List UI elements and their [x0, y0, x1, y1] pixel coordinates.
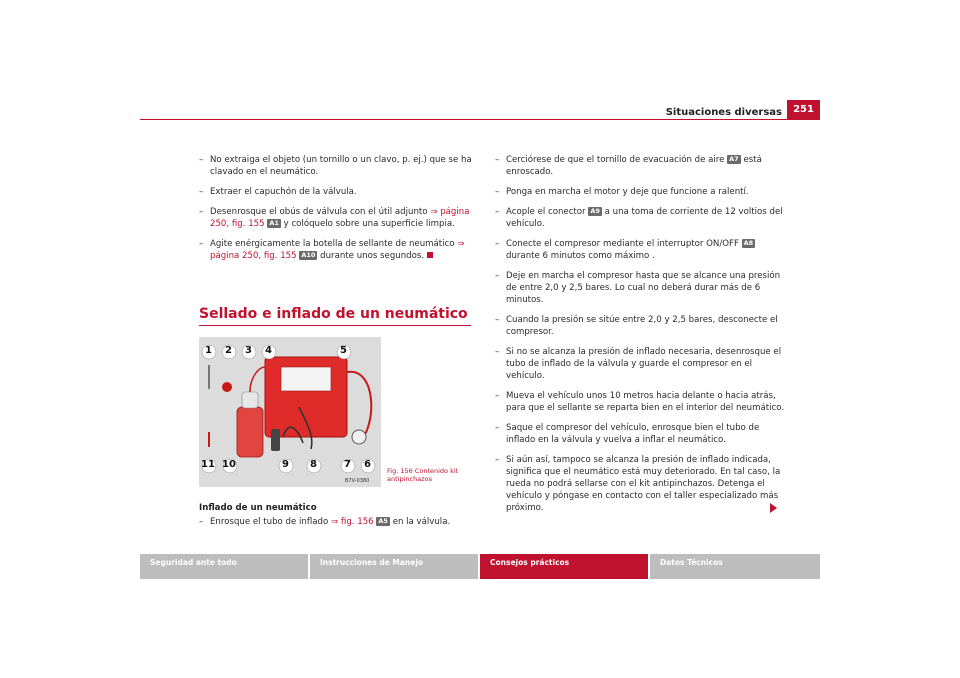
- list-item: – Deje en marcha el compresor hasta que se alcance una presión de entre 2,0 y 2,5 bares. Lo cual no deberá durar más de 6 minutos.: [495, 271, 781, 305]
- list-item: – Desenrosque el obús de válvula con el útil adjunto ⇒ página 250, fig. 155 A1 y colóquelo sobre una superficie limpia.: [199, 207, 470, 229]
- callout-label: 9: [282, 459, 289, 470]
- callout-label: 10: [222, 459, 236, 470]
- callout-badge: A7: [729, 155, 739, 163]
- header-rule: [140, 119, 820, 120]
- footer-nav: [140, 554, 820, 579]
- figure-reference-link[interactable]: ⇒ fig. 156: [330, 517, 374, 527]
- left-column: [199, 154, 479, 270]
- callout-label: 8: [310, 459, 317, 470]
- item-text: No extraiga el objeto (un tornillo o un clavo, p. ej.) que se ha clavado en el neumático.: [210, 155, 472, 177]
- item-text: Conecte el compresor mediante el interruptor ON/OFF: [506, 239, 739, 249]
- item-text: Si no se alcanza la presión de inflado necesaria, desenrosque el tubo de inflado de la válvula y guarde el compresor en el vehículo.: [506, 347, 782, 381]
- list-item: – Acople el conector A9 a una toma de corriente de 12 voltios del vehículo.: [495, 207, 783, 229]
- item-text: durante unos segundos.: [320, 251, 425, 261]
- callout-badge: A1: [269, 219, 279, 227]
- item-text: Mueva el vehículo unos 10 metros hacia delante o hacia atrás, para que el sellante se reparta bien en el interior del neumático.: [506, 391, 785, 413]
- right-column: [495, 154, 785, 522]
- item-text: Extraer el capuchón de la válvula.: [210, 187, 357, 197]
- callout-label: 4: [265, 345, 272, 356]
- tab-consejos[interactable]: Consejos prácticos: [480, 554, 648, 579]
- list-item: – Cuando la presión se sitúe entre 2,0 y 2,5 bares, desconecte el compresor.: [495, 315, 778, 337]
- list-item: – Si aún así, tampoco se alcanza la presión de inflado indicada, significa que el neumático está muy deteriorado. En tal caso, la rueda no podrá sellarse con el kit antipinchazos. Detenga el vehículo y póngase en contacto con el taller especializado más próximo.: [495, 455, 781, 513]
- figure-callouts: [199, 337, 381, 487]
- callout-badge: A10: [301, 251, 316, 259]
- list-item: – Cerciórese de que el tornillo de evacuación de aire A7 está enroscado.: [495, 155, 762, 177]
- callout-badge: A8: [743, 239, 754, 247]
- figure-illustration: [199, 337, 381, 487]
- callout-label: 11: [201, 459, 215, 470]
- item-text: Saque el compresor del vehículo, enrosque bien el tubo de inflado en la válvula y vuelva a inflar el neumático.: [506, 423, 760, 445]
- item-text: Deje en marcha el compresor hasta que se alcance una presión de entre 2,0 y 2,5 bares. Lo cual no deberá durar más de 6 minutos.: [506, 271, 781, 305]
- callout-badge: A5: [378, 517, 388, 525]
- callout-label: 7: [344, 459, 351, 470]
- item-text: Cerciórese de que el tornillo de evacuación de aire: [506, 155, 725, 165]
- item-text: y colóquelo sobre una superficie limpia.: [283, 219, 455, 229]
- list-item: – No extraiga el objeto (un tornillo o un clavo, p. ej.) que se ha clavado en el neumático.: [199, 155, 472, 177]
- list-item: – Conecte el compresor mediante el interruptor ON/OFF A8 durante 6 minutos como máximo .: [495, 239, 754, 261]
- figure-caption-text: Contenido kit antipinchazos: [387, 467, 459, 483]
- tab-datos-tecnicos[interactable]: Datos Técnicos: [650, 554, 820, 579]
- callout-label: 6: [364, 459, 371, 470]
- callout-label: 2: [225, 345, 232, 356]
- item-text: Desenrosque el obús de válvula con el útil adjunto: [210, 207, 428, 217]
- item-text: a una toma de corriente de 12 voltios del vehículo.: [506, 207, 783, 229]
- list-item: – Enrosque el tubo de inflado ⇒ fig. 156 A5 en la válvula.: [199, 517, 451, 527]
- item-text: Acople el conector: [506, 207, 586, 217]
- item-text: Cuando la presión se sitúe entre 2,0 y 2,5 bares, desconecte el compresor.: [506, 315, 778, 337]
- section-end-mark: [427, 252, 433, 258]
- item-text: está enroscado.: [506, 155, 762, 177]
- subheading: Inflado de un neumático: [199, 503, 317, 513]
- tab-seguridad[interactable]: Seguridad ante todo: [140, 554, 308, 579]
- item-text: Agite enérgicamente la botella de sellante de neumático: [210, 239, 455, 249]
- list-item: – Saque el compresor del vehículo, enrosque bien el tubo de inflado en la válvula y vuelva a inflar el neumático.: [495, 423, 760, 445]
- item-text: Si aún así, tampoco se alcanza la presión de inflado indicada, significa que el neumático está muy deteriorado. En tal caso, la rueda no podrá sellarse con el kit antipinchazos. Detenga el vehículo y póngase en contacto con el taller especializado más próximo.: [506, 455, 781, 513]
- figure-caption: [387, 467, 472, 483]
- page-reference-link[interactable]: ⇒ página 250, fig. 155: [210, 207, 470, 229]
- continue-arrow-icon: [770, 503, 777, 513]
- list-item: – Ponga en marcha el motor y deje que funcione a ralentí.: [495, 187, 749, 197]
- callout-label: 5: [340, 345, 347, 356]
- section-heading: Sellado e inflado de un neumático: [199, 306, 471, 326]
- item-text: en la válvula.: [392, 517, 451, 527]
- callout-label: 1: [205, 345, 212, 356]
- running-header: Situaciones diversas: [665, 107, 782, 118]
- tab-instrucciones[interactable]: Instrucciones de Manejo: [310, 554, 478, 579]
- list-item: – Extraer el capuchón de la válvula.: [199, 187, 357, 197]
- item-text: durante 6 minutos como máximo .: [506, 251, 655, 261]
- list-item: – Mueva el vehículo unos 10 metros hacia delante o hacia atrás, para que el sellante se reparta bien en el interior del neumático.: [495, 391, 785, 413]
- page-reference-link[interactable]: ⇒ página 250, fig. 155: [210, 239, 465, 261]
- callout-label: 3: [245, 345, 252, 356]
- figure-caption-label: Fig. 156: [387, 467, 413, 475]
- item-text: Ponga en marcha el motor y deje que funcione a ralentí.: [506, 187, 749, 197]
- list-item: – Si no se alcanza la presión de inflado necesaria, desenrosque el tubo de inflado de la válvula y guarde el compresor en el vehículo.: [495, 347, 782, 381]
- callout-badge: A9: [590, 207, 600, 215]
- list-item: – Agite enérgicamente la botella de sellante de neumático ⇒ página 250, fig. 155 A10 durante unos segundos.: [199, 239, 465, 261]
- figure-code: B7V-0380: [345, 478, 370, 484]
- page-number: 251: [787, 100, 820, 120]
- item-text: Enrosque el tubo de inflado: [210, 517, 329, 527]
